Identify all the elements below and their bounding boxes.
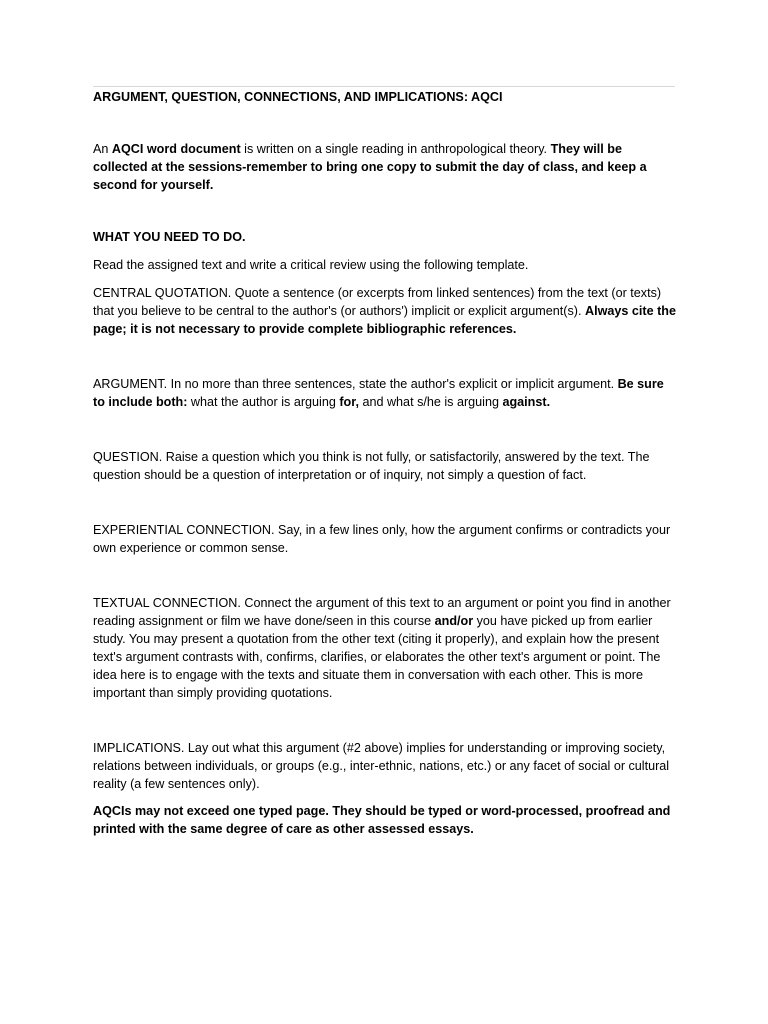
implications-paragraph: IMPLICATIONS. Lay out what this argument (#2 above) implies for understanding or improving society, relations between individuals, or groups (e.g., inter-ethnic, nations, etc.) or any facet of social or cultural reality (a few sentences only). <box>93 741 670 791</box>
textual-text-2: you have picked up from earlier study. You may present a quotation from the other text (citing it properly), and explain how the present text's argument contrasts with, confirms, clarifies, or elaborates the other text's argument or point. The idea here is to engage with the texts and situate them in conversation with each other. This is more important than simply providing quotations. <box>93 614 661 700</box>
textual-bold-1: and/or <box>434 614 474 628</box>
intro-bold-1: AQCI word document <box>111 142 241 156</box>
argument-bold-1: Be sure to include both: <box>93 377 664 409</box>
instruction-line: Read the assigned text and write a critical review using the following template. <box>93 258 529 272</box>
section-heading-what-you-need: WHAT YOU NEED TO DO. <box>93 230 246 244</box>
central-bold-1: Always cite the page; it is not necessary to provide complete bibliographic references. <box>93 304 676 336</box>
closing-bold: AQCIs may not exceed one typed page. They should be typed or word-processed, proofread and printed with the same degree of care as other assessed essays. <box>93 804 671 836</box>
argument-bold-3: against. <box>502 395 551 409</box>
document-title: ARGUMENT, QUESTION, CONNECTIONS, AND IMPLICATIONS: AQCI <box>93 90 503 104</box>
argument-text-2: what the author is arguing <box>187 395 340 409</box>
argument-text-3: and what s/he is arguing <box>358 395 503 409</box>
central-quotation-paragraph <box>93 284 678 338</box>
central-text-1: CENTRAL QUOTATION. Quote a sentence (or excerpts from linked sentences) from the text (or texts) that you believe to be central to the author's (or authors') implicit or explicit argument(s). <box>93 286 662 318</box>
question-paragraph: QUESTION. Raise a question which you think is not fully, or satisfactorily, answered by the text. The question should be a question of interpretation or of inquiry, not simply a question of fact. <box>93 450 650 482</box>
textual-text-1: TEXTUAL CONNECTION. Connect the argument of this text to an argument or point you find in another reading assignment or film we have done/seen in this course <box>93 596 671 628</box>
intro-text-2: is written on a single reading in anthropological theory. <box>240 142 551 156</box>
intro-bold-2: They will be collected at the sessions-remember to bring one copy to submit the day of class, and keep a second for yourself. <box>93 142 647 192</box>
top-rule <box>93 86 675 87</box>
argument-text-1: ARGUMENT. In no more than three sentences, state the author's explicit or implicit argument. <box>93 377 618 391</box>
experiential-connection-paragraph: EXPERIENTIAL CONNECTION. Say, in a few lines only, how the argument confirms or contradicts your own experience or common sense. <box>93 523 671 555</box>
closing-note <box>93 802 678 838</box>
intro-text-1: An <box>93 142 112 156</box>
intro-paragraph <box>93 140 678 194</box>
textual-connection-paragraph <box>93 594 678 702</box>
document-body <box>93 88 678 838</box>
argument-bold-2: for, <box>339 395 359 409</box>
argument-paragraph <box>93 375 678 411</box>
